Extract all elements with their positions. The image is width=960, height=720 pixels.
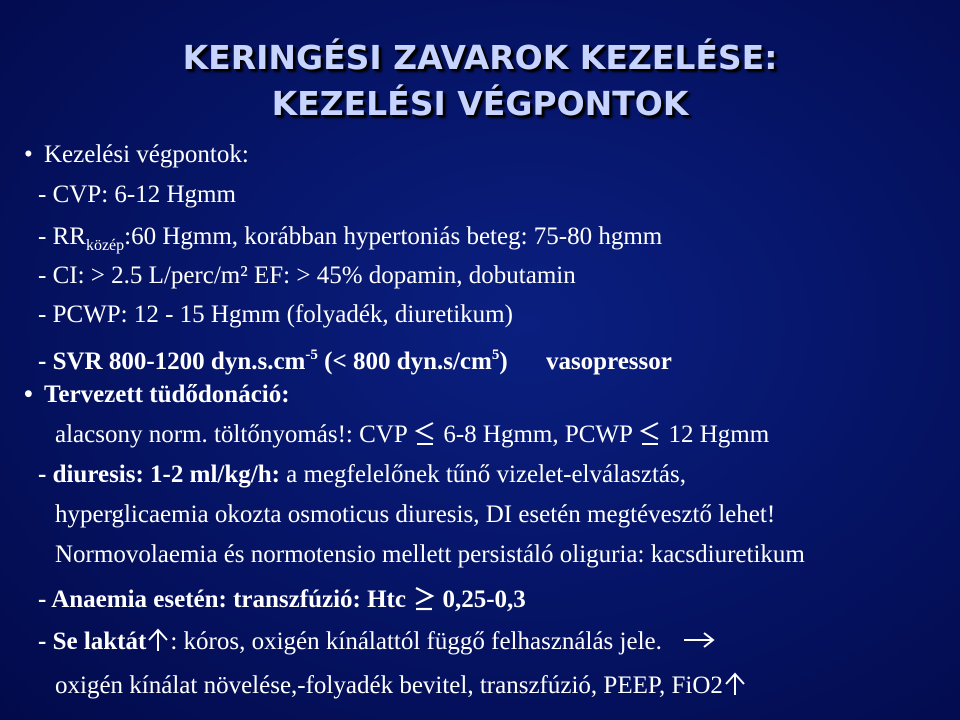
line-text-post: vasopressor <box>545 348 672 375</box>
line-text: Normovolaemia és normotensio mellett persistáló oliguria: kacsdiuretikum <box>55 541 805 568</box>
line-text-pre: - SVR 800-1200 dyn.s.cm <box>38 348 306 375</box>
line-diuresis <box>38 460 686 490</box>
line-svr <box>38 340 672 377</box>
line-ci <box>38 261 576 291</box>
line-text-post: 0,25-0,3 <box>442 586 526 613</box>
arrow-up-icon <box>723 671 747 697</box>
bullet: • <box>24 141 33 168</box>
superscript-1: -5 <box>305 347 318 363</box>
title-line-2: KEZELÉSI VÉGPONTOK <box>271 84 689 123</box>
line-text: hyperglicaemia okozta osmoticus diuresis, DI esetén megtévesztő lehet! <box>55 501 776 528</box>
line-anaemia <box>38 585 526 615</box>
line-tervezett-tudodonacio <box>24 380 290 410</box>
line-normovolaemia <box>55 540 805 570</box>
line-kezelesi-vegpontok <box>24 140 249 170</box>
line-text-pre: - CI: > 2.5 L/perc/m² EF: <box>38 262 291 289</box>
line-text-post: a megfelelőnek tűnő vizelet-elválasztás, <box>286 461 686 488</box>
line-text-bold: - diuresis: 1-2 ml/kg/h: <box>38 461 280 488</box>
line-text: - CVP: 6-12 Hgmm <box>38 181 236 208</box>
less-symbol: < <box>332 348 347 375</box>
paren-open: ( <box>324 348 333 375</box>
greater-symbol: > <box>296 262 311 289</box>
line-hyperglicaemia <box>55 500 775 530</box>
line-cvp <box>38 180 236 210</box>
line-text-pre: - RR <box>38 223 86 250</box>
line-oxigen-kinalat <box>55 671 747 701</box>
line-se-laktat <box>38 627 716 657</box>
superscript-2: 5 <box>491 347 500 363</box>
line-text-mid: 6-8 Hgmm, PCWP <box>443 421 632 448</box>
line-text-mid: 800 dyn.s/cm <box>352 348 492 375</box>
line-text: Kezelési végpontok: <box>44 141 249 168</box>
line-alacsony-norm <box>55 420 769 450</box>
line-rr-kozep <box>38 222 662 261</box>
line-pcwp <box>38 300 513 330</box>
line-text-pre: - Se laktát <box>38 628 147 655</box>
line-text: - PCWP: 12 - 15 Hgmm (folyadék, diuretikum) <box>38 301 513 328</box>
arrow-up-icon <box>146 627 170 653</box>
line-text-post: 45% dopamin, dobutamin <box>316 262 576 289</box>
less-equal-icon <box>638 420 662 446</box>
subscript: közép <box>85 237 125 254</box>
paren-close: ) <box>499 348 508 375</box>
line-text-post: :60 Hgmm, korábban hypertoniás beteg: 75-80 hgmm <box>124 223 663 250</box>
less-equal-icon <box>413 420 437 446</box>
line-text-pre: - Anaemia esetén: transzfúzió: Htc <box>38 586 406 613</box>
arrow-right-icon <box>682 627 716 653</box>
greater-equal-icon <box>412 585 436 611</box>
line-text-pre: alacsony norm. töltőnyomás!: CVP <box>55 421 407 448</box>
line-text: Tervezett tüdődonáció: <box>44 381 290 408</box>
bullet: • <box>24 381 33 408</box>
title-line-1: KERINGÉSI ZAVAROK KEZELÉSE: <box>182 38 778 77</box>
line-text-post: 12 Hgmm <box>668 421 770 448</box>
line-text-post: : kóros, oxigén kínálattól függő felhasználás jele. <box>170 628 662 655</box>
line-text: oxigén kínálat növelése,-folyadék bevitel, transzfúzió, PEEP, FiO2 <box>55 672 723 699</box>
